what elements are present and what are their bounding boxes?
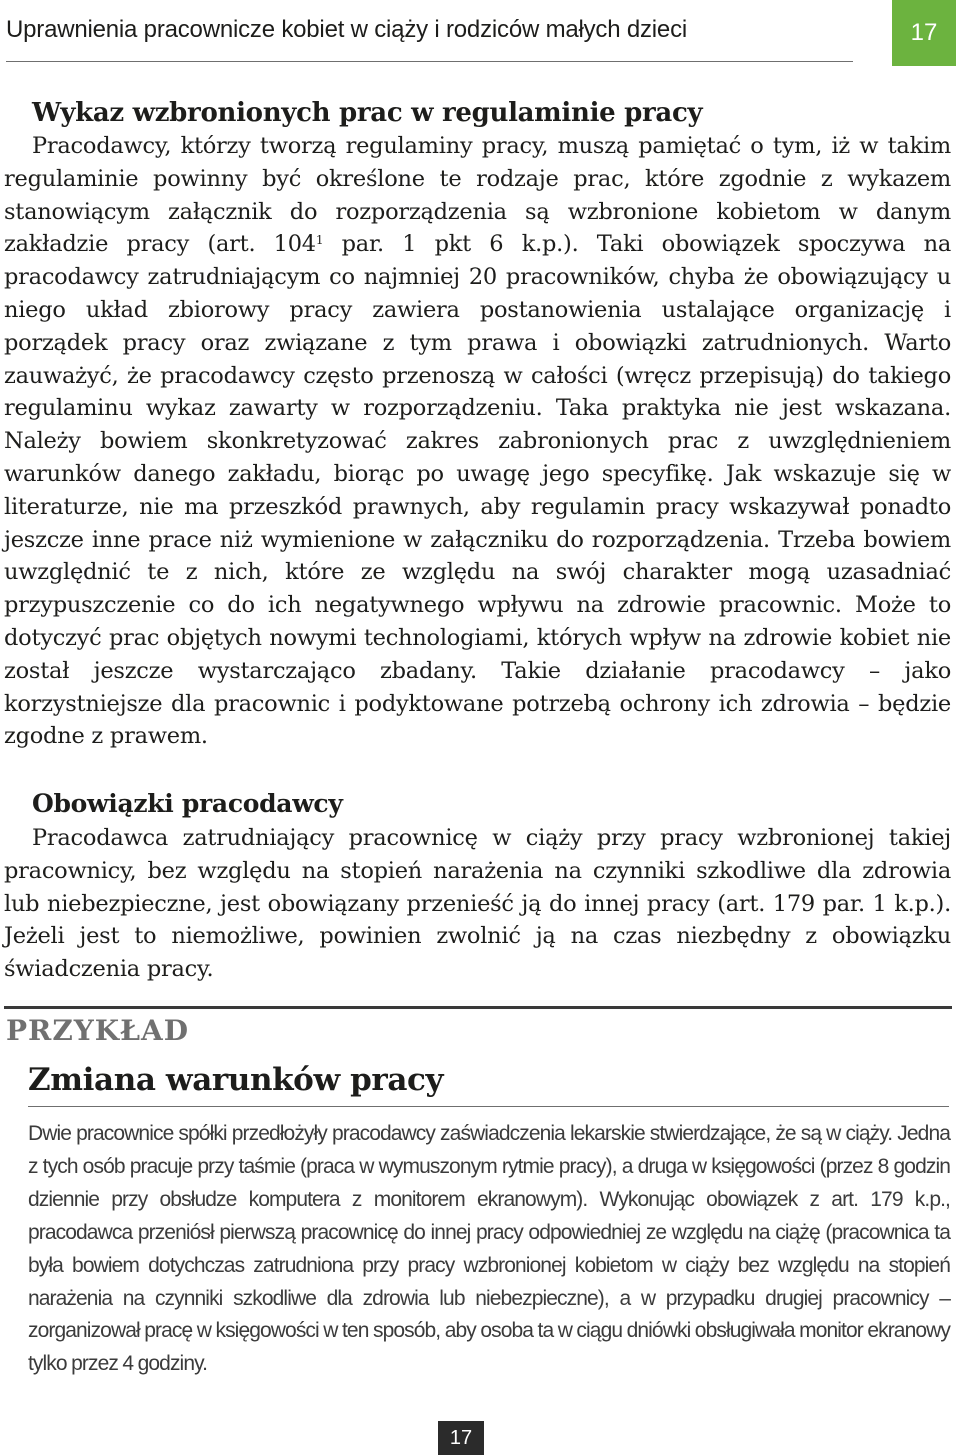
section-paragraph-employer-duties: Pracodawca zatrudniający pracownicę w ciąży przy pracy wzbronionej takiej pracownicy, bez względu na stopień narażenia na czynniki szkodliwe dla zdrowia lub niebezpieczne, jest obowiązany przenieść ją do innej pracy (art. 179 par. 1 k.p.). Jeżeli jest to niemożliwe, powinien zwolnić ją na czas niezbędny z obowiązku świadczenia pracy. — [4, 825, 951, 983]
article-superscript: 1 — [315, 233, 324, 248]
example-heading: Zmiana warunków pracy — [28, 1062, 444, 1098]
running-header-title: Uprawnienia pracownicze kobiet w ciąży i rodziców małych dzieci — [6, 16, 688, 43]
page-number-badge: 17 — [892, 0, 956, 66]
footer-page-number: 17 — [438, 1421, 484, 1455]
section-heading-employer-duties: Obowiązki pracodawcy — [32, 789, 343, 818]
example-box-divider — [4, 1006, 952, 1009]
example-label: PRZYKŁAD — [6, 1014, 189, 1047]
header-divider — [6, 61, 853, 62]
section-paragraph-prohibited-work-list — [4, 130, 951, 753]
paragraph-rest-text: par. 1 pkt 6 k.p.). Taki obowiązek spoczywa na pracodawcy zatrudniającym co najmniej 20 pracowników, chyba że obowiązujący u niego układ zbiorowy pracy zawiera postanowienia ustalające organizację i porządek pracy oraz związane z tym prawa i obowiązki zatrudnionych. Warto zauważyć, że pracodawcy często przenoszą w całości (wręcz przepisują) do takiego regulaminu wykaz zawarty w rozporządzeniu. Taka praktyka nie jest wskazana. Należy bowiem skonkretyzować zakres zabronionych prac z uwzględnieniem warunków danego zakładu, biorąc po uwagę jego specyfikę. Jak wskazuje się w literaturze, nie ma przeszkód prawnych, aby regulamin pracy wskazywał ponadto jeszcze inne prace niż wymienione w załączniku do rozporządzenia. Trzeba bowiem uwzględnić te z nich, które ze względu na swój charakter mogą uzasadniać przypuszczenie co do ich negatywnego wpływu na zdrowie pracownic. Może to dotyczyć prac objętych nowymi technologiami, których wpływ na zdrowie kobiet nie został jeszcze wystarczająco zbadany. Takie działanie pracodawcy – jako korzystniejsze dla pracownic i podyktowane potrzebą ochrony ich zdrowia – będzie zgodne z prawem. — [4, 231, 951, 750]
paragraph-lead-text: Pracodawcy, którzy tworzą regulaminy pracy, muszą pamiętać o tym, iż w takim regulaminie powinny być określone te rodzaje prac, które zgodnie z wykazem stanowiącym załącznik do rozporządzenia są wzbronione kobietom w danym zakładzie pracy (art. 104 — [4, 133, 951, 258]
section-heading-prohibited-work-list: Wykaz wzbronionych prac w regulaminie pracy — [32, 98, 703, 128]
example-heading-rule — [28, 1106, 949, 1107]
example-body-text: Dwie pracownice spółki przedłożyły pracodawcy zaświadczenia lekarskie stwierdzające, że są w ciąży. Jedna z tych osób pracuje przy taśmie (praca w wymuszonym rytmie pracy), a druga w księgowości (przez 8 godzin dziennie przy obsłudze komputera z monitorem ekranowym). Wykonując obowiązek z art. 179 k.p., pracodawca przeniósł pierwszą pracownicę do innej pracy odpowiedniej ze względu na ciążę (pracownica ta była bowiem dotychczas zatrudniona przy pracy wzbronionej kobietom w ciąży bez względu na stopień narażenia na czynniki szkodliwe dla zdrowia lub niebezpieczne), a w przypadku drugiej pracownicy – zorganizował pracę w księgowości w ten sposób, aby osoba ta w ciągu dniówki obsługiwała monitor ekranowy tylko przez 4 godziny. — [28, 1122, 950, 1376]
